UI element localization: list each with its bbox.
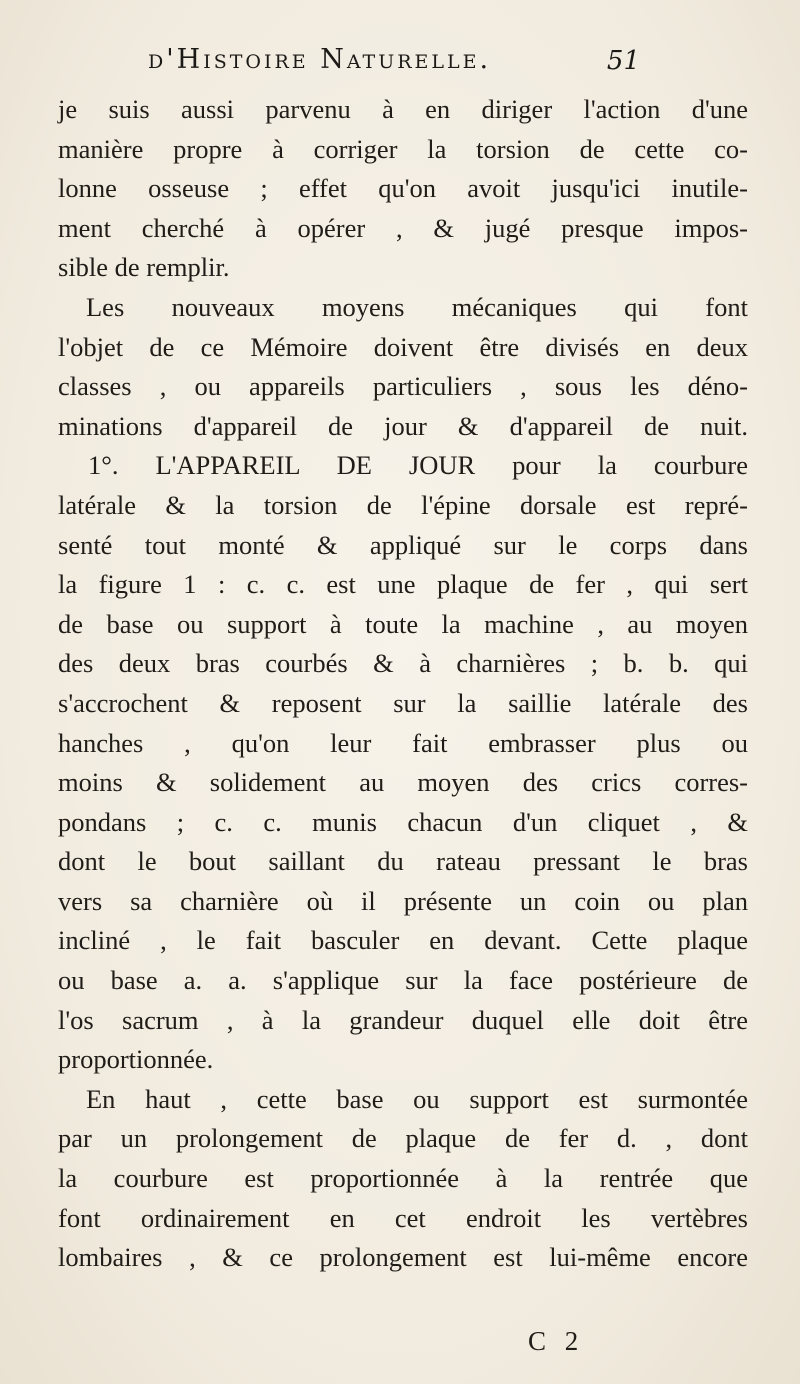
text-line: latérale & la torsion de l'épine dorsale est repré- — [58, 489, 748, 520]
text-line: senté tout monté & appliqué sur le corps dans — [58, 529, 748, 560]
text-line: je suis aussi parvenu à en diriger l'action d'une — [58, 94, 748, 124]
text-line: lonne osseuse ; effet qu'on avoit jusqu'ici inutile- — [58, 173, 748, 204]
text-line: ou base a. a. s'applique sur la face postérieure de — [58, 965, 748, 996]
page-number: 51 — [606, 46, 640, 76]
running-head — [148, 44, 640, 84]
text-line: font ordinairement en cet endroit les vertèbres — [58, 1202, 748, 1233]
text-line: l'objet de ce Mémoire doivent être divisés en deux — [58, 331, 748, 362]
text-line: proportionnée. — [58, 1044, 214, 1075]
text-line: dont le bout saillant du rateau pressant le bras — [58, 846, 748, 877]
text-line: 1°. L'APPAREIL DE JOUR pour la courbure — [88, 450, 748, 481]
text-line: Les nouveaux moyens mécaniques qui font — [86, 291, 748, 322]
text-line: de base ou support à toute la machine , au moyen — [58, 608, 748, 639]
body-text — [58, 90, 748, 1278]
text-line: En haut , cette base ou support est surmontée — [86, 1083, 748, 1114]
text-line: la figure 1 : c. c. est une plaque de fer , qui sert — [58, 569, 748, 600]
text-line: pondans ; c. c. munis chacun d'un cliquet , & — [58, 806, 748, 837]
text-line: lombaires , & ce prolongement est lui-même encore — [58, 1242, 748, 1273]
text-line: l'os sacrum , à la grandeur duquel elle doit être — [58, 1004, 748, 1035]
text-line: la courbure est proportionnée à la rentrée que — [58, 1163, 748, 1194]
text-line: ment cherché à opérer , & jugé presque impos- — [58, 212, 748, 243]
text-line: s'accrochent & reposent sur la saillie latérale des — [58, 687, 748, 718]
signature-mark: C 2 — [528, 1326, 585, 1356]
text-line: par un prolongement de plaque de fer d. , dont — [58, 1123, 748, 1154]
text-line: vers sa charnière où il présente un coin ou plan — [58, 885, 748, 916]
text-line: incliné , le fait basculer en devant. Cette plaque — [58, 925, 748, 956]
text-line: minations d'appareil de jour & d'appareil de nuit. — [58, 410, 748, 441]
text-line: classes , ou appareils particuliers , sous les déno- — [58, 371, 748, 402]
text-line: sible de remplir. — [58, 252, 230, 283]
text-line: hanches , qu'on leur fait embrasser plus ou — [58, 727, 748, 758]
text-line: des deux bras courbés & à charnières ; b. b. qui — [58, 648, 748, 679]
text-line: manière propre à corriger la torsion de cette co- — [58, 133, 748, 164]
running-title: d'Histoire Naturelle. — [148, 44, 492, 75]
text-line: moins & solidement au moyen des crics corres- — [58, 767, 748, 798]
